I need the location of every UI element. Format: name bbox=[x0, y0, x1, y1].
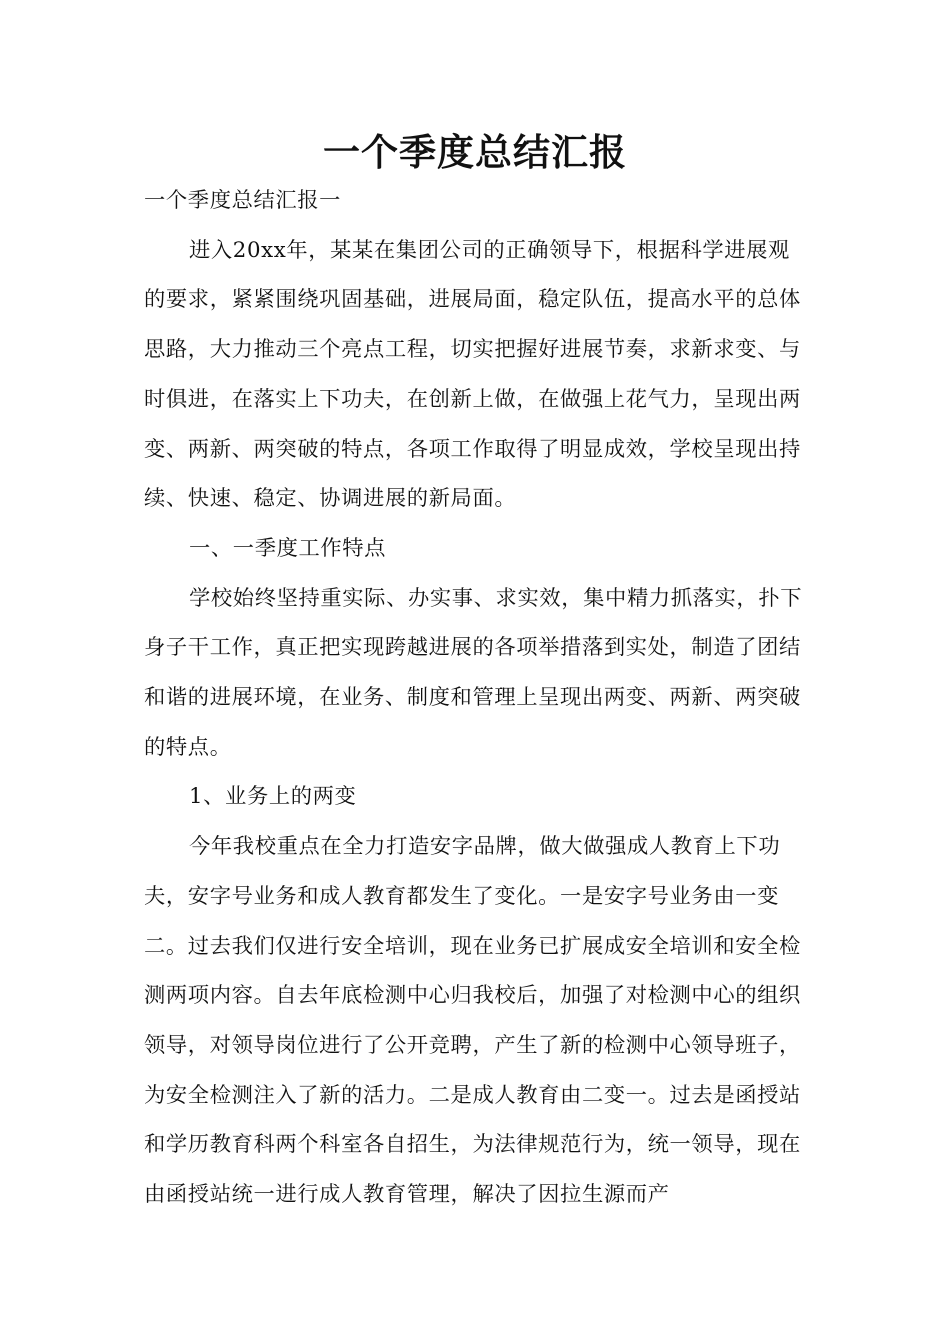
section-heading-1: 一、一季度工作特点 bbox=[189, 535, 387, 561]
paragraph-section-1: 学校始终坚持重实际、办实事、求实效，集中精力抓落实，扑下身子干工作，真正把实现跨越进展的各项举措落到实处，制造了团结和谐的进展环境，在业务、制度和管理上呈现出两变、两新、两突破的特点。 bbox=[144, 585, 803, 760]
document-body bbox=[144, 176, 804, 1220]
paragraph-subsection-1: 今年我校重点在全力打造安字品牌，做大做强成人教育上下功夫，安字号业务和成人教育都发生了变化。一是安字号业务由一变二。过去我们仅进行安全培训，现在业务已扩展成安全培训和安全检测两项内容。自去年底检测中心归我校后，加强了对检测中心的组织领导，对领导岗位进行了公开竞聘，产生了新的检测中心领导班子，为安全检测注入了新的活力。二是成人教育由二变一。过去是函授站和学历教育科两个科室各自招生，为法律规范行为，统一领导，现在由函授站统一进行成人教育管理，解决了因拉生源而产 bbox=[144, 834, 801, 1208]
document-subtitle: 一个季度总结汇报一 bbox=[144, 188, 342, 213]
document-title: 一个季度总结汇报 bbox=[323, 131, 627, 174]
paragraph-intro: 进入20xx年，某某在集团公司的正确领导下，根据科学进展观的要求，紧紧围绕巩固基础，进展局面，稳定队伍，提高水平的总体思路，大力推动三个亮点工程，切实把握好进展节奏，求新求变、与时俱进，在落实上下功夫，在创新上做，在做强上花气力，呈现出两变、两新、两突破的特点，各项工作取得了明显成效，学校呈现出持续、快速、稳定、协调进展的新局面。 bbox=[144, 237, 801, 512]
subsection-heading-1: 1、业务上的两变 bbox=[189, 784, 357, 810]
